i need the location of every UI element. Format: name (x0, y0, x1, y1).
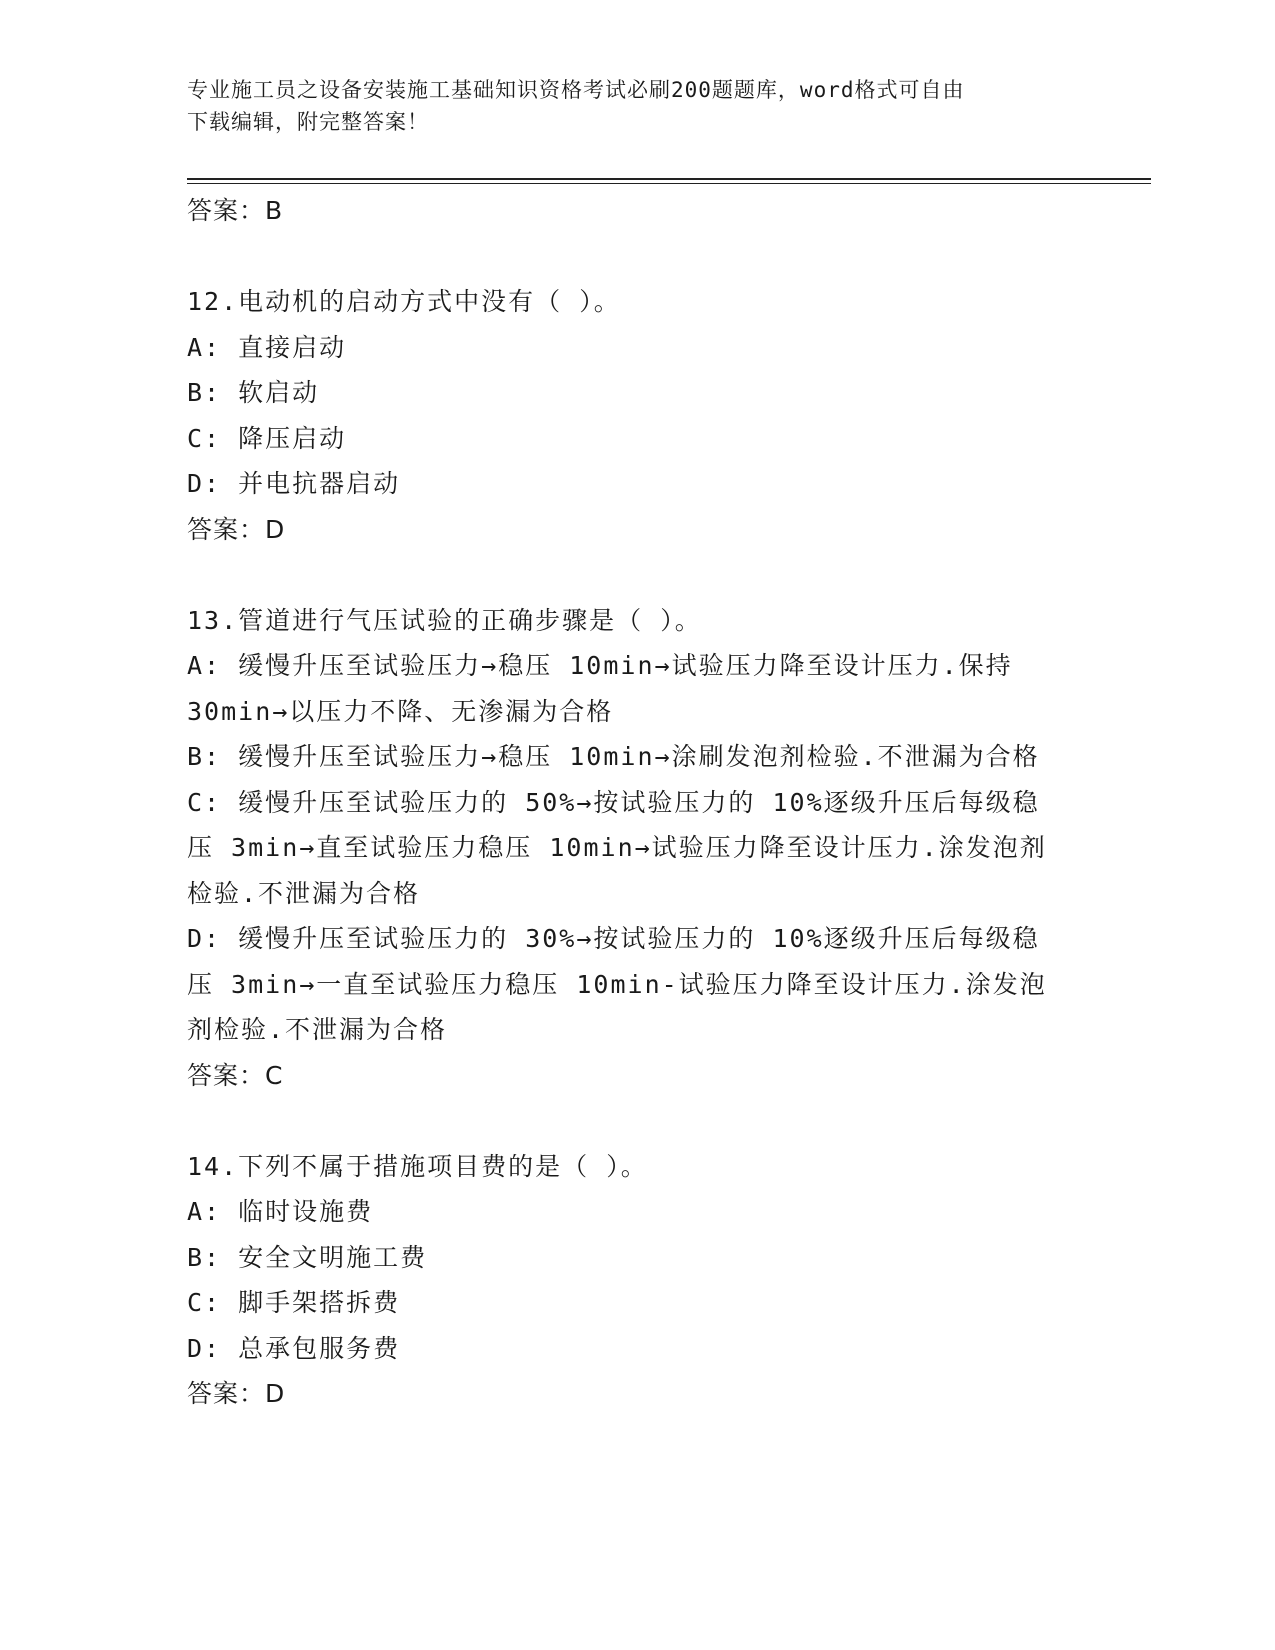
spacer (187, 234, 1087, 280)
previous-answer: 答案：B (187, 196, 284, 225)
option-d-line-2: 压 3min→一直至试验压力稳压 10min-试验压力降至设计压力.涂发泡 (187, 969, 1047, 999)
option-c-line-2: 压 3min→直至试验压力稳压 10min→试验压力降至设计压力.涂发泡剂 (187, 833, 1047, 862)
option-a: A: 直接启动 (187, 332, 347, 362)
question-block-12 (187, 279, 1087, 552)
question-content (187, 188, 1087, 1417)
option-c: C: 降压启动 (187, 423, 347, 453)
answer-label: 答案：D (187, 514, 286, 544)
answer-label: 答案：D (187, 1379, 286, 1408)
question-stem: 13.管道进行气压试验的正确步骤是（ ）。 (187, 605, 702, 635)
question-stem: 14.下列不属于措施项目费的是（ ）。 (187, 1151, 648, 1181)
question-stem: 12.电动机的启动方式中没有（ ）。 (187, 287, 621, 316)
option-d-line-1: D: 缓慢升压至试验压力的 30%→按试验压力的 10%逐级升压后每级稳 (187, 924, 1040, 953)
option-a-line-1: A: 缓慢升压至试验压力→稳压 10min→试验压力降至设计压力.保持 (187, 651, 1013, 680)
header-line-2: 下载编辑，附完整答案！ (187, 110, 429, 134)
question-block-14 (187, 1144, 1087, 1417)
option-d: D: 并电抗器启动 (187, 469, 401, 498)
header-line-1: 专业施工员之设备安装施工基础知识资格考试必刷200题题库，word格式可自由 (187, 78, 965, 102)
option-c: C: 脚手架搭拆费 (187, 1288, 401, 1317)
header-divider-thick (187, 178, 1151, 180)
option-c-line-3: 检验.不泄漏为合格 (187, 878, 421, 908)
answer-label: 答案：C (187, 1060, 284, 1090)
document-header (187, 74, 1067, 138)
question-block-13 (187, 598, 1087, 1099)
option-d: D: 总承包服务费 (187, 1333, 401, 1363)
option-b: B: 软启动 (187, 378, 320, 407)
option-a: A: 临时设施费 (187, 1197, 374, 1226)
option-c-line-1: C: 缓慢升压至试验压力的 50%→按试验压力的 10%逐级升压后每级稳 (187, 787, 1040, 817)
spacer (187, 1098, 1087, 1144)
option-b: B: 缓慢升压至试验压力→稳压 10min→涂刷发泡剂检验.不泄漏为合格 (187, 742, 1040, 771)
option-d-line-3: 剂检验.不泄漏为合格 (187, 1015, 448, 1044)
header-divider-thin (187, 183, 1151, 184)
option-b: B: 安全文明施工费 (187, 1242, 428, 1272)
option-a-line-2: 30min→以压力不降、无渗漏为合格 (187, 696, 614, 726)
spacer (187, 552, 1087, 598)
